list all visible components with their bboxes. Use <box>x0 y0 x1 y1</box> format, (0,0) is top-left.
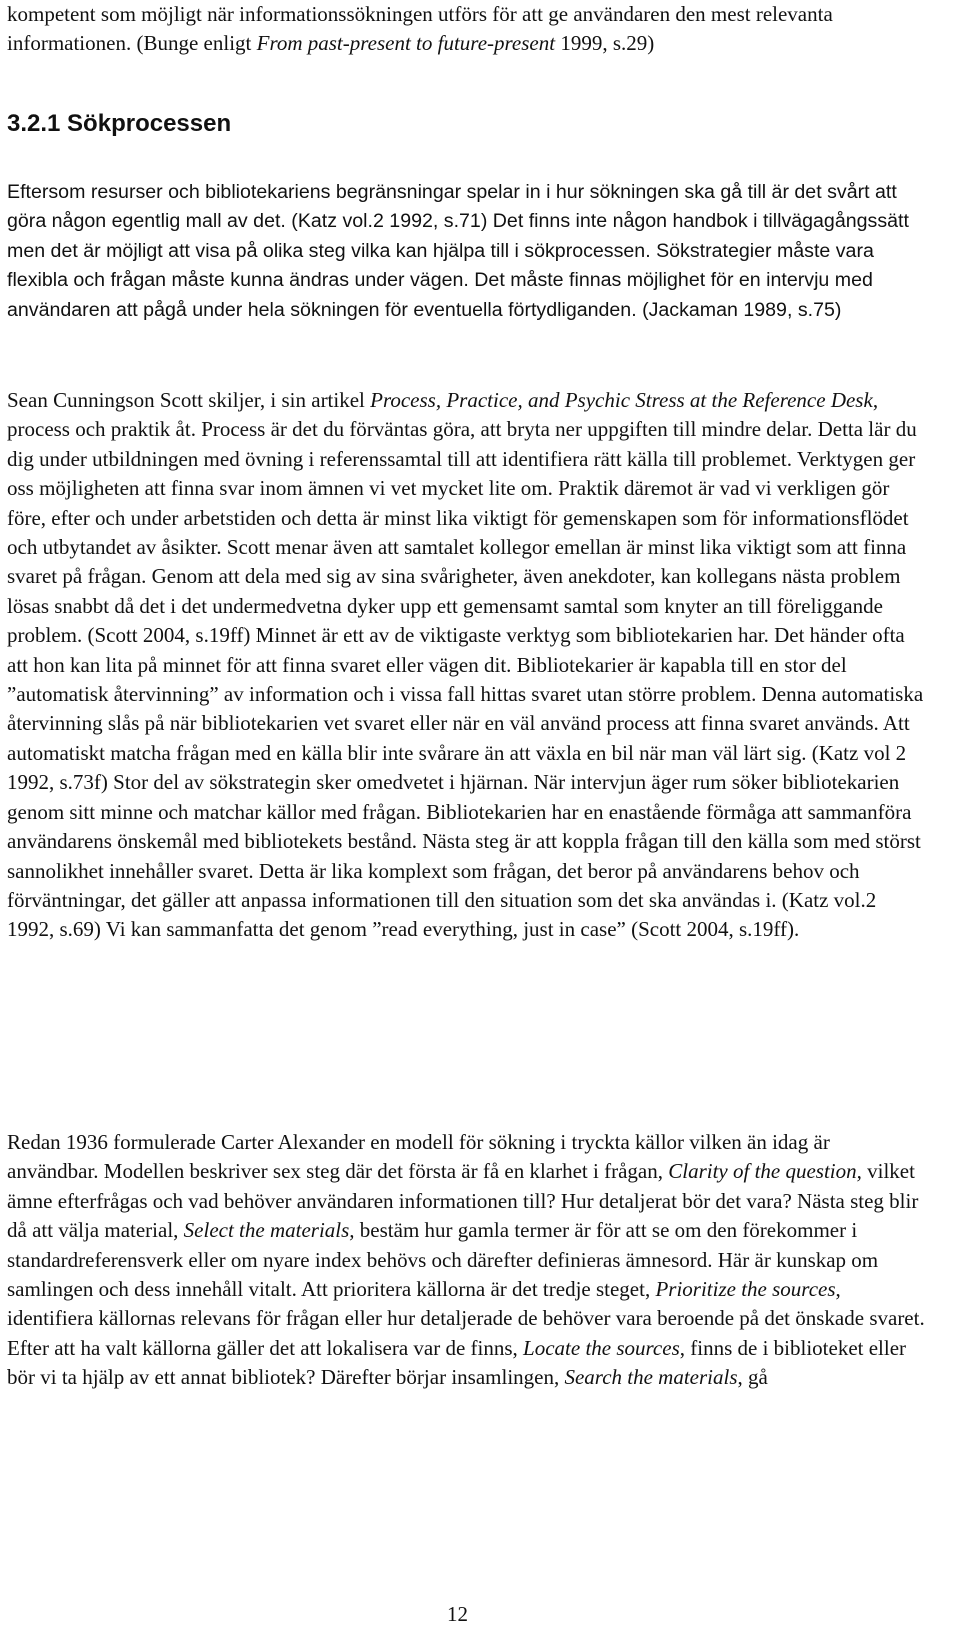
text-run: Sean Cunningson Scott skiljer, i sin artikel <box>7 388 371 412</box>
text-run: , process och praktik åt. Process är det du förväntas göra, att bryta ner uppgiften till mindre delar. Detta lär du dig under utbildningen med övning i referenssamtal till att identifiera rätt källa till problemet. Verktygen ger oss möjligheten att finna svar inom ämnen vi vet mycket lite om. Praktik däremot är vad vi verkligen gör före, efter och under arbetstiden och detta är minst lika viktigt för gemenskapen som för informationsflödet och utbytandet av åsikter. Scott menar även att samtalet kollegor emellan är minst lika viktigt som att finna svaret på frågan. Genom att dela med sig av sina svårigheter, även anekdoter, kan kollegans nästa problem lösas snabbt då det i det undermedvetna dyker upp ett gemensamt samtal som knyter an till föreliggande problem. (Scott 2004, s.19ff) Minnet är ett av de viktigaste verktyg som bibliotekarien har. Det händer ofta att hon kan lita på minnet för att finna svaret eller vägen dit. Bibliotekarier är kapabla till en stor del ”automatisk återvinning” av information och i vissa fall hittas svaret utan större problem. Denna automatiska återvinning slås på när bibliotekarien vet svaret eller när en väl använd process att finna svaret används. Att automatiskt matcha frågan med en källa blir inte svårare än att växla en bil när man väl lärt sig. (Katz vol 2 1992, s.73f) Stor del av sökstrategin sker omedvetet i hjärnan. När intervjun äger rum söker bibliotekarien genom sitt minne och matchar källor med frågan. Bibliotekarien har en enastående förmåga att sammanföra användarens önskemål med bibliotekets bestånd. Nästa steg är att koppla frågan till den källa som med störst sannolikhet innehåller svaret. Detta är lika komplext som frågan, det beror på användarens behov och förväntningar, det gäller att anpassa informationen till den situation som det ska användas i. (Katz vol.2 1992, s.69) Vi kan sammanfatta det genom ”read everything, just in case” (Scott 2004, s.19ff). <box>7 388 924 942</box>
italic-term: Search the materials <box>564 1365 738 1390</box>
italic-term: Locate the sources <box>523 1335 680 1360</box>
text-run: bestäm hur gamla termer är för att se om den förekommer i standardreferensverk eller om nyare index behövs och därefter definieras ämnesord. Här är kunskap om samlingen och dess innehåll vitalt. Att prioritera källorna är det tredje steget, <box>7 1218 879 1302</box>
italic-term: Clarity of the question, <box>668 1159 862 1184</box>
text-run: , gå <box>737 1365 768 1390</box>
text-run: , identifiera källornas relevans för frågan eller hur detaljerade de behöver vara beroende på det önskade svaret. Efter att ha valt källorna gäller det att lokalisera var de finns, <box>7 1277 925 1360</box>
italic-title: Process, Practice, and Psychic Stress at the Reference Desk <box>370 388 873 412</box>
text-run: kompetent som möjligt när informationssökningen utförs för att ge användaren den mest relevanta informationen. (Bunge enligt <box>7 2 833 56</box>
italic-term: Select the materials, <box>183 1218 355 1243</box>
text-run: vilket ämne efterfrågas och vad behöver användaren informationen till? Hur detaljerat bör det vara? Nästa steg blir då att välja material, <box>7 1159 919 1243</box>
paragraph-alexander-model <box>7 1128 925 1393</box>
text-run: Redan 1936 formulerade Carter Alexander en modell för sökning i tryckta källor vilken än idag är användbar. Modellen beskriver sex steg där det första är få en klarhet i frågan, <box>7 1130 830 1184</box>
italic-term: Prioritize the sources <box>655 1277 836 1302</box>
paragraph-intro-continuation <box>7 0 925 59</box>
paragraph-scott-process-practice <box>7 386 925 945</box>
page-number: 12 <box>447 1602 468 1626</box>
italic-title: From past-present to future-present <box>256 31 556 56</box>
section-heading: 3.2.1 Sökprocessen <box>7 110 232 137</box>
text-run: , finns de i biblioteket eller bör vi ta hjälp av ett annat bibliotek? Därefter börjar insamlingen, <box>7 1335 907 1390</box>
paragraph-search-process <box>7 178 925 325</box>
text-run: 1999, s.29) <box>555 31 655 56</box>
text-run: Eftersom resurser och bibliotekariens begränsningar spelar in i hur sökningen ska gå till är det svårt att göra någon egentlig mall av det. (Katz vol.2 1992, s.71) Det finns inte någon handbok i tillvägagångssätt men det är möjligt att visa på olika steg vilka kan hjälpa till i sökprocessen. Sökstrategier måste vara flexibla och frågan måste kunna ändras under vägen. Det måste finnas möjlighet för en intervju med användaren att pågå under hela sökningen för eventuella förtydliganden. (Jackaman 1989, s.75) <box>7 181 909 321</box>
